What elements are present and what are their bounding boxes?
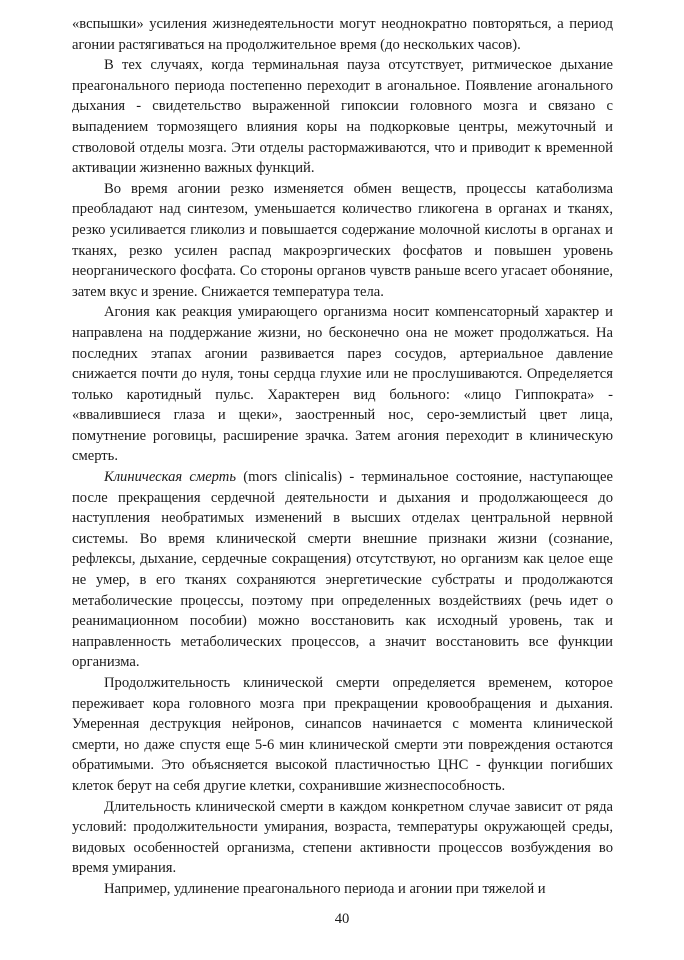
paragraph-4: Агония как реакция умирающего организма носит компенсаторный характер и направлена на поддержание жизни, но бесконечно она не может продолжаться. На последних этапах агонии развивается парез сосудов, артериальное давление снижается почти до нуля, тоны сердца глухие или не прослушиваются. Определяется только каротидный пульс. Характерен вид больного: «лицо Гиппократа» - «ввалившиеся глаза и щеки», заостренный нос, серо-землистый цвет лица, помутнение роговицы, расширение зрачка. Затем агония переходит в клиническую смерть. — [72, 304, 613, 465]
term-clinical-death: Клиническая смерть — [104, 469, 236, 486]
paragraph-5-text: (mors clinicalis) - терминальное состояние, наступающее после прекращения сердечной деятельности и дыхания и продолжающееся до наступления необратимых изменений в высших отделах центральной нервной системы. Во время клинической смерти внешние признаки жизни (сознание, рефлексы, дыхание, сердечные сокращения) отсутствуют, но организм как целое еще не умер, в его тканях сохраняются энергетические субстраты и продолжаются метаболические процессы, поэтому при определенных воздействиях (речь идет о реанимационном пособии) можно восстановить как исходный уровень, так и направленность метаболических процессов, а значит восстановить все функции организма. — [72, 469, 613, 671]
paragraph-3: Во время агонии резко изменяется обмен веществ, процессы катаболизма преобладают над синтезом, уменьшается количество гликогена в органах и тканях, резко усиливается гликолиз и повышается содержание молочной кислоты в органах и тканях, резко усилен распад макроэргических фосфатов и повышен уровень неорганического фосфата. Со стороны органов чувств раньше всего угасает обоняние, затем вкус и зрение. Снижается температура тела. — [72, 180, 613, 300]
page-body — [72, 14, 613, 900]
paragraph-2: В тех случаях, когда терминальная пауза отсутствует, ритмическое дыхание преагонального периода постепенно переходит в агональное. Появление агонального дыхания - свидетельство выраженной гипоксии головного мозга и связано с выпадением тормозящего влияния коры на подкорковые центры, межуточный и стволовой отделы мозга. Эти отделы растормаживаются, что и приводит к временной активации жизненно важных функций. — [72, 57, 613, 177]
page-number: 40 — [334, 911, 350, 927]
paragraph-1: «вспышки» усиления жизнедеятельности могут неоднократно повторяться, а период агонии растягиваться на продолжительное время (до нескольких часов). — [72, 16, 613, 53]
paragraph-5 — [72, 467, 613, 673]
paragraph-8: Например, удлинение преагонального периода и агонии при тяжелой и — [104, 880, 546, 897]
paragraph-6: Продолжительность клинической смерти определяется временем, которое переживает кора головного мозга при прекращении кровообращения и дыхания. Умеренная деструкция нейронов, синапсов начинается с момента клинической смерти, но даже спустя еще 5-6 мин клинической смерти эти повреждения остаются обратимыми. Это объясняется высокой пластичностью ЦНС - функции погибших клеток берут на себя другие клетки, сохранившие жизнеспособность. — [72, 675, 613, 794]
paragraph-7: Длительность клинической смерти в каждом конкретном случае зависит от ряда условий: продолжительности умирания, возраста, температуры окружающей среды, видовых особенностей организма, степени активности процессов возбуждения во время умирания. — [72, 798, 613, 877]
